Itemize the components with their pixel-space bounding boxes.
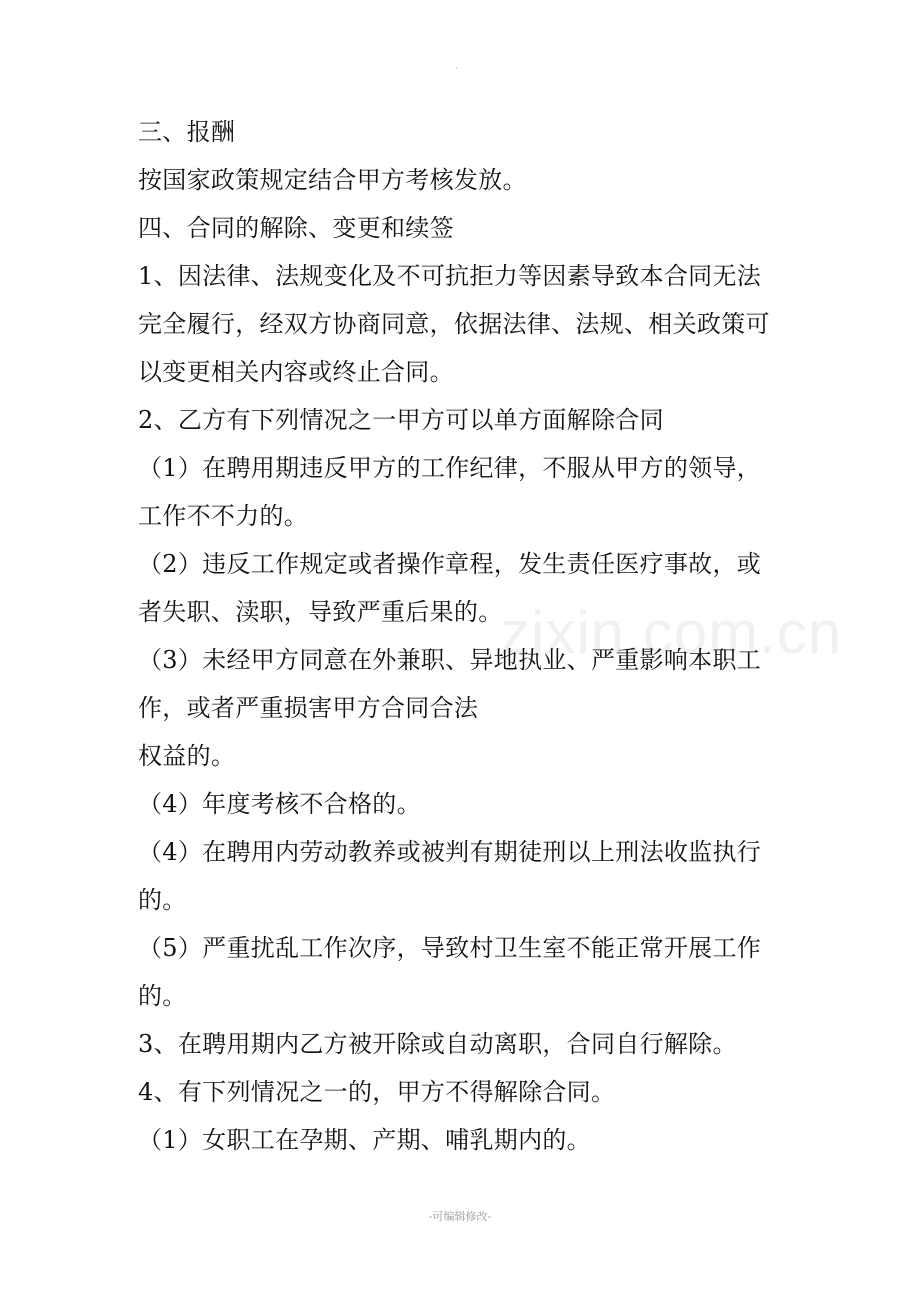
watermark: zixin.com.cn (500, 599, 843, 666)
paragraph-line: （2）违反工作规定或者操作章程，发生责任医疗事故，或 (138, 550, 762, 578)
paragraph-line: （4）年度考核不合格的。 (138, 790, 421, 818)
paragraph-line: （3）未经甲方同意在外兼职、异地执业、严重影响本职工 (138, 646, 762, 674)
section-heading-remuneration: 三、报酬 (138, 118, 236, 146)
header-mark: . (455, 61, 459, 72)
section-heading-termination: 四、合同的解除、变更和续签 (138, 214, 454, 242)
paragraph-line: 作，或者严重损害甲方合同合法 (138, 694, 479, 722)
paragraph-line: 4、有下列情况之一的，甲方不得解除合同。 (138, 1078, 616, 1106)
paragraph-line: 以变更相关内容或终止合同。 (138, 358, 454, 386)
page-footer: -可编辑修改- (428, 1210, 492, 1223)
paragraph-line: （1）女职工在孕期、产期、哺乳期内的。 (138, 1126, 591, 1154)
paragraph-line: （5）严重扰乱工作次序，导致村卫生室不能正常开展工作 (138, 934, 762, 962)
document-body (138, 108, 798, 1164)
paragraph-line: （1）在聘用期违反甲方的工作纪律，不服从甲方的领导， (138, 454, 762, 482)
paragraph-line: 的。 (138, 982, 187, 1010)
paragraph-line: 2、乙方有下列情况之一甲方可以单方面解除合同 (138, 406, 664, 434)
paragraph-line: 权益的。 (138, 742, 236, 770)
paragraph-line: （4）在聘用内劳动教养或被判有期徒刑以上刑法收监执行 (138, 838, 762, 866)
paragraph-line: 1、因法律、法规变化及不可抗拒力等因素导致本合同无法 (138, 262, 762, 290)
paragraph-line: 工作不不力的。 (138, 502, 309, 530)
paragraph-line: 按国家政策规定结合甲方考核发放。 (138, 166, 527, 194)
paragraph-line: 者失职、渎职，导致严重后果的。 (138, 598, 503, 626)
paragraph-line: 3、在聘用期内乙方被开除或自动离职，合同自行解除。 (138, 1030, 737, 1058)
paragraph-line: 完全履行，经双方协商同意，依据法律、法规、相关政策可 (138, 310, 770, 338)
paragraph-line: 的。 (138, 886, 187, 914)
